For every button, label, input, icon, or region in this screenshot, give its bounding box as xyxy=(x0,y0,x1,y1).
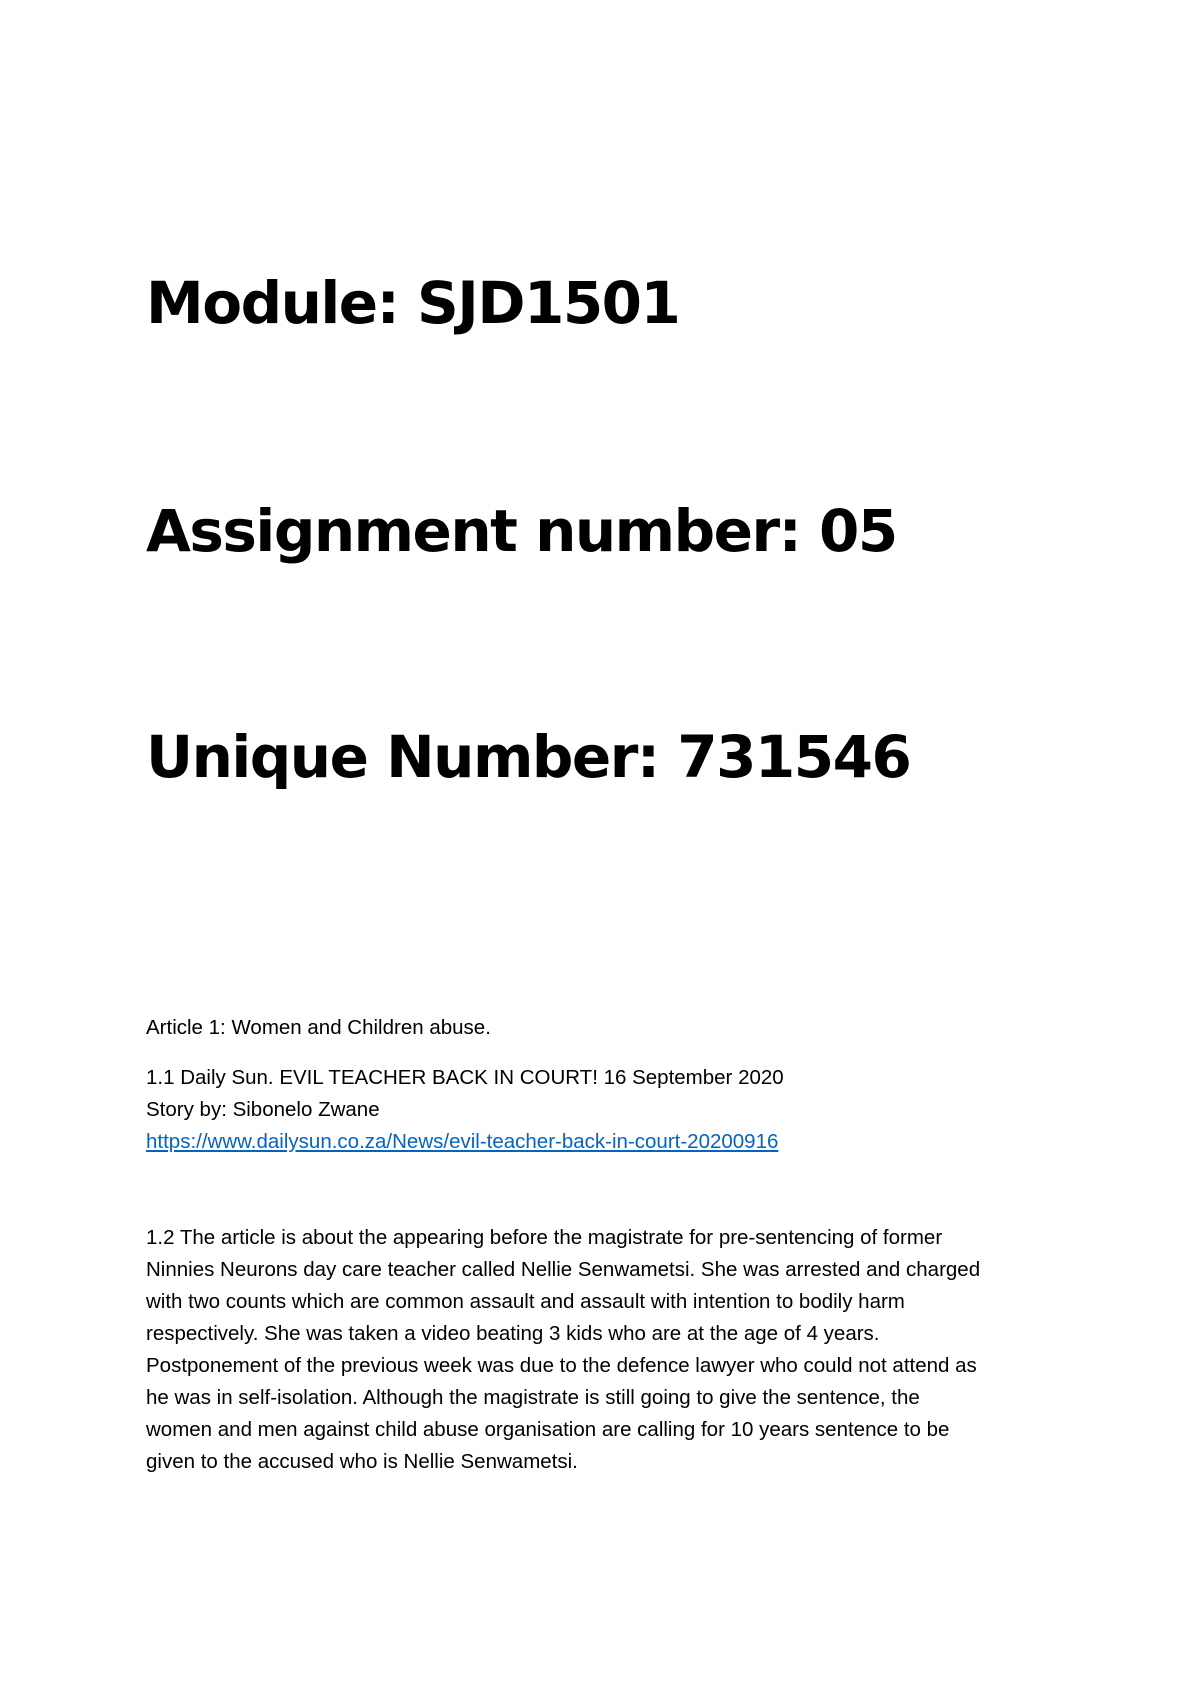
citation-source: 1.1 Daily Sun. EVIL TEACHER BACK IN COURT! 16 September 2020 xyxy=(146,1066,784,1089)
summary-line: he was in self-isolation. Although the magistrate is still going to give the sentence, the xyxy=(146,1386,920,1409)
summary-line: given to the accused who is Nellie Senwametsi. xyxy=(146,1450,578,1473)
assignment-number-heading: Assignment number: 05 xyxy=(146,497,897,565)
article-link[interactable]: https://www.dailysun.co.za/News/evil-teacher-back-in-court-20200916 xyxy=(146,1130,779,1153)
summary-line: respectively. She was taken a video beating 3 kids who are at the age of 4 years. xyxy=(146,1322,880,1345)
summary-line: Ninnies Neurons day care teacher called Nellie Senwametsi. She was arrested and charged xyxy=(146,1258,981,1281)
summary-line: women and men against child abuse organisation are calling for 10 years sentence to be xyxy=(146,1418,950,1441)
unique-number-heading: Unique Number: 731546 xyxy=(146,723,911,791)
article-summary xyxy=(146,1222,1076,1478)
summary-line: 1.2 The article is about the appearing before the magistrate for pre-sentencing of former xyxy=(146,1226,943,1249)
summary-line: with two counts which are common assault and assault with intention to bodily harm xyxy=(146,1290,905,1313)
summary-line: Postponement of the previous week was due to the defence lawyer who could not attend as xyxy=(146,1354,977,1377)
module-heading: Module: SJD1501 xyxy=(146,269,680,337)
citation-author: Story by: Sibonelo Zwane xyxy=(146,1098,380,1121)
article-citation xyxy=(146,1062,1076,1158)
article-title: Article 1: Women and Children abuse. xyxy=(146,1016,491,1039)
